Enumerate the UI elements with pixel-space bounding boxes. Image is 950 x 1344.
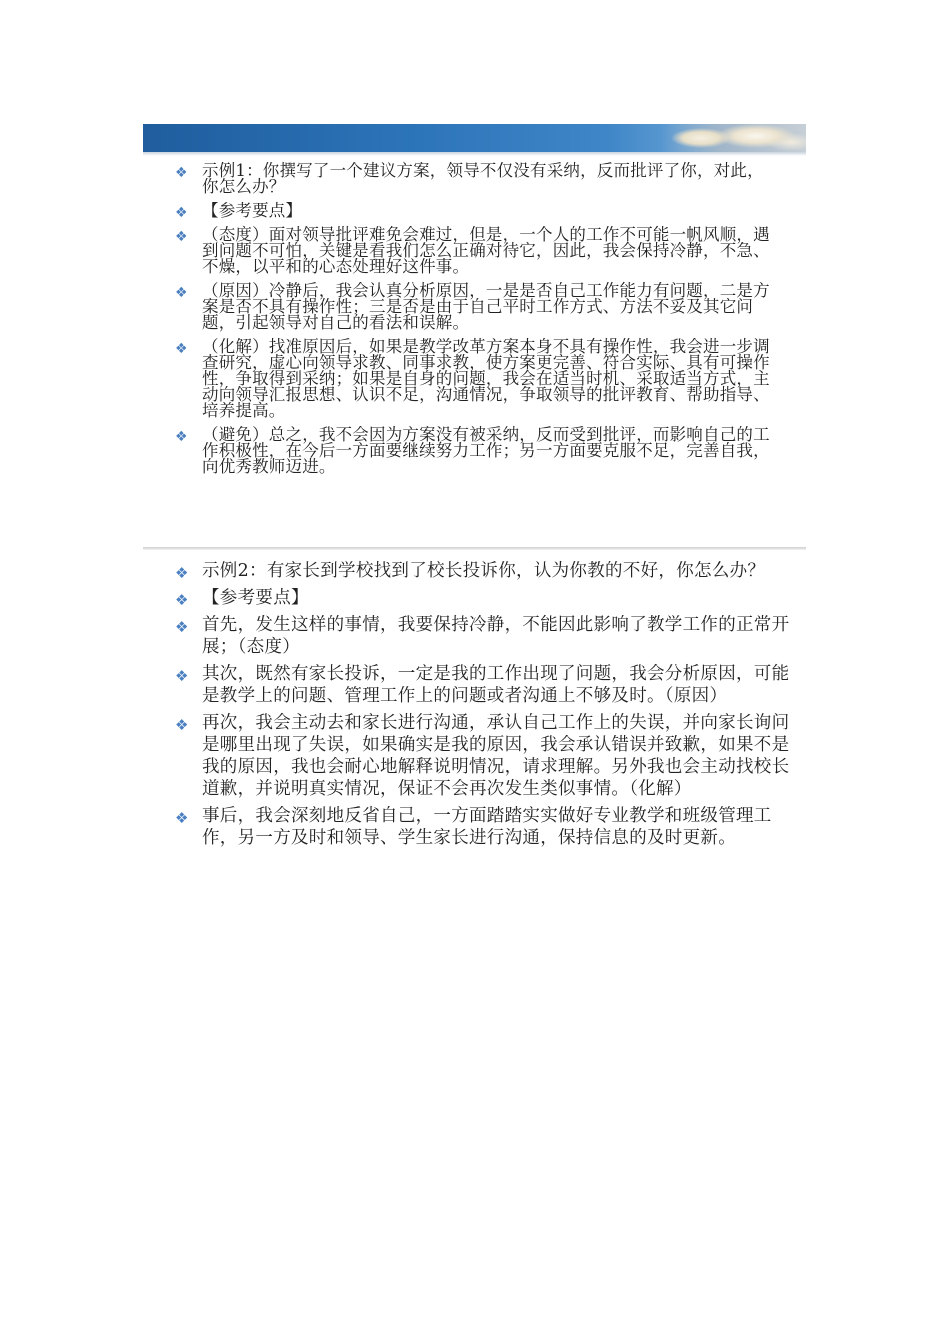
diamond-bullet-icon: ❖ xyxy=(175,205,188,221)
banner-shadow xyxy=(143,152,806,156)
diamond-bullet-icon: ❖ xyxy=(175,618,189,636)
diamond-bullet-icon: ❖ xyxy=(175,809,189,827)
diamond-bullet-icon: ❖ xyxy=(175,564,189,582)
example-2-section xyxy=(175,560,795,854)
item-text: 再次，我会主动去和家长进行沟通，承认自己工作上的失误，并向家长询问是哪里出现了失误，如果确实是我的原因，我会承认错误并致歉，如果不是我的原因，我也会耐心地解释说明情况，请求理解。另外我也会主动找校长道歉，并说明真实情况，保证不会再次发生类似事情。（化解） xyxy=(202,713,790,799)
list-item xyxy=(175,560,795,582)
item-text: （避免）总之，我不会因为方案没有被采纳，反而受到批评，而影响自己的工作积极性，在今后一方面要继续努力工作；另一方面要克服不足，完善自我，向优秀教师迈进。 xyxy=(202,425,770,476)
item-text: 示例1：你撰写了一个建议方案，领导不仅没有采纳，反而批评了你，对此，你怎么办？ xyxy=(202,161,764,196)
section-divider xyxy=(143,547,806,550)
item-text: 其次，既然有家长投诉，一定是我的工作出现了问题，我会分析原因，可能是教学上的问题、管理工作上的问题或者沟通上不够及时。（原因） xyxy=(202,664,790,706)
item-text: 【参考要点】 xyxy=(202,588,309,608)
list-item xyxy=(175,805,795,849)
list-item xyxy=(175,587,795,609)
item-text: 首先，发生这样的事情，我要保持冷静，不能因此影响了教学工作的正常开展；（态度） xyxy=(202,615,790,657)
item-text: （态度）面对领导批评难免会难过，但是，一个人的工作不可能一帆风顺，遇到问题不可怕，关键是看我们怎么正确对待它，因此，我会保持冷静，不急、不燥，以平和的心态处理好这件事。 xyxy=(202,225,770,276)
item-text: 事后，我会深刻地反省自己，一方面踏踏实实做好专业教学和班级管理工作，另一方及时和领导、学生家长进行沟通，保持信息的及时更新。 xyxy=(202,806,772,848)
diamond-bullet-icon: ❖ xyxy=(175,667,189,685)
banner-photo xyxy=(661,124,806,152)
item-text: 【参考要点】 xyxy=(202,201,303,220)
list-item xyxy=(175,283,780,331)
diamond-bullet-icon: ❖ xyxy=(175,229,188,245)
example-1-section xyxy=(175,163,780,483)
list-item xyxy=(175,227,780,275)
item-text: 示例2：有家长到学校找到了校长投诉你，认为你教的不好，你怎么办？ xyxy=(202,561,766,581)
list-item xyxy=(175,427,780,475)
list-item xyxy=(175,163,780,195)
diamond-bullet-icon: ❖ xyxy=(175,165,188,181)
list-item xyxy=(175,614,795,658)
list-item xyxy=(175,663,795,707)
list-item xyxy=(175,203,780,219)
diamond-bullet-icon: ❖ xyxy=(175,341,188,357)
diamond-bullet-icon: ❖ xyxy=(175,716,189,734)
item-text: （化解）找准原因后，如果是教学改革方案本身不具有操作性，我会进一步调查研究，虚心向领导求教、同事求教，使方案更完善、符合实际、具有可操作性，争取得到采纳；如果是自身的问题，我会在适当时机、采取适当方式，主动向领导汇报思想、认识不足，沟通情况，争取领导的批评教育、帮助指导、培养提高。 xyxy=(202,337,770,420)
slide-header-banner xyxy=(143,124,806,152)
list-item xyxy=(175,339,780,419)
diamond-bullet-icon: ❖ xyxy=(175,429,188,445)
list-item xyxy=(175,712,795,800)
item-text: （原因）冷静后，我会认真分析原因，一是是否自己工作能力有问题，二是方案是否不具有操作性；三是否是由于自己平时工作方式、方法不妥及其它问题，引起领导对自己的看法和误解。 xyxy=(202,281,770,332)
diamond-bullet-icon: ❖ xyxy=(175,591,189,609)
diamond-bullet-icon: ❖ xyxy=(175,285,188,301)
